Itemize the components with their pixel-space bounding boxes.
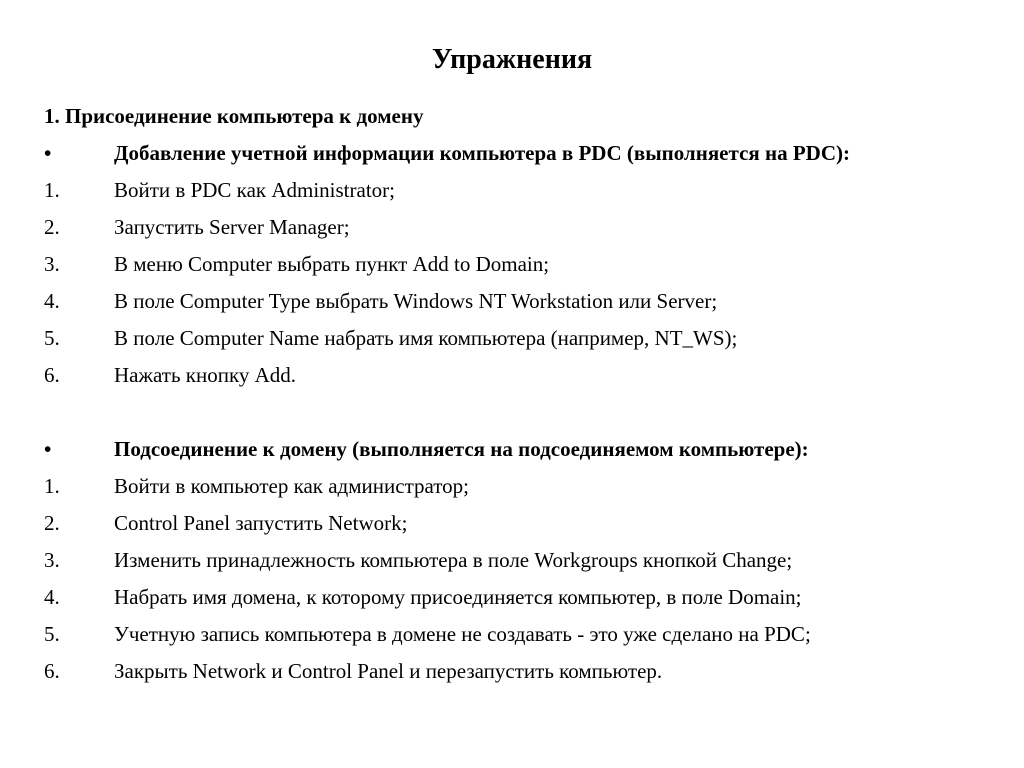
list-item (44, 172, 1019, 209)
block1-heading: Добавление учетной информации компьютера в PDC (выполняется на PDC): (114, 141, 850, 165)
step-text: Изменить принадлежность компьютера в поле Workgroups кнопкой Change; (114, 548, 793, 572)
section-heading: 1. Присоединение компьютера к домену (44, 104, 424, 128)
step-text: Control Panel запустить Network; (114, 511, 408, 535)
step-number: 1. (44, 178, 60, 202)
list-item (44, 505, 1019, 542)
list-item (44, 357, 1019, 394)
step-text: Учетную запись компьютера в домене не создавать - это уже сделано на PDC; (114, 622, 811, 646)
step-number: 4. (44, 289, 60, 313)
step-number: 4. (44, 585, 60, 609)
step-text: Запустить Server Manager; (114, 215, 350, 239)
block2-heading: Подсоединение к домену (выполняется на подсоединяемом компьютере): (114, 437, 809, 461)
step-text: Нажать кнопку Add. (114, 363, 297, 387)
list-item (44, 468, 1019, 505)
step-text: В меню Computer выбрать пункт Add to Domain; (114, 252, 550, 276)
list-item (44, 246, 1019, 283)
slide-content (44, 98, 1019, 690)
list-item (44, 283, 1019, 320)
step-number: 3. (44, 252, 60, 276)
step-number: 5. (44, 326, 60, 350)
list-item (44, 209, 1019, 246)
list-item (44, 542, 1019, 579)
step-number: 1. (44, 474, 60, 498)
list-item (44, 320, 1019, 357)
block2-heading-row (44, 431, 1019, 468)
step-number: 6. (44, 363, 60, 387)
step-text: В поле Computer Name набрать имя компьютера (например, NT_WS); (114, 326, 738, 350)
list-item (44, 616, 1019, 653)
step-number: 3. (44, 548, 60, 572)
step-text: Войти в компьютер как администратор; (114, 474, 470, 498)
slide-title: Упражнения (431, 44, 593, 75)
bullet-marker: • (44, 437, 52, 461)
bullet-marker: • (44, 141, 52, 165)
step-number: 2. (44, 215, 60, 239)
spacer (44, 394, 1019, 431)
block1-heading-row (44, 135, 1019, 172)
step-number: 5. (44, 622, 60, 646)
step-text: В поле Computer Type выбрать Windows NT Workstation или Server; (114, 289, 718, 313)
step-text: Набрать имя домена, к которому присоединяется компьютер, в поле Domain; (114, 585, 802, 609)
step-text: Закрыть Network и Control Panel и перезапустить компьютер. (114, 659, 663, 683)
list-item (44, 653, 1019, 690)
step-number: 6. (44, 659, 60, 683)
list-item (44, 579, 1019, 616)
step-text: Войти в PDC как Administrator; (114, 178, 395, 202)
step-number: 2. (44, 511, 60, 535)
